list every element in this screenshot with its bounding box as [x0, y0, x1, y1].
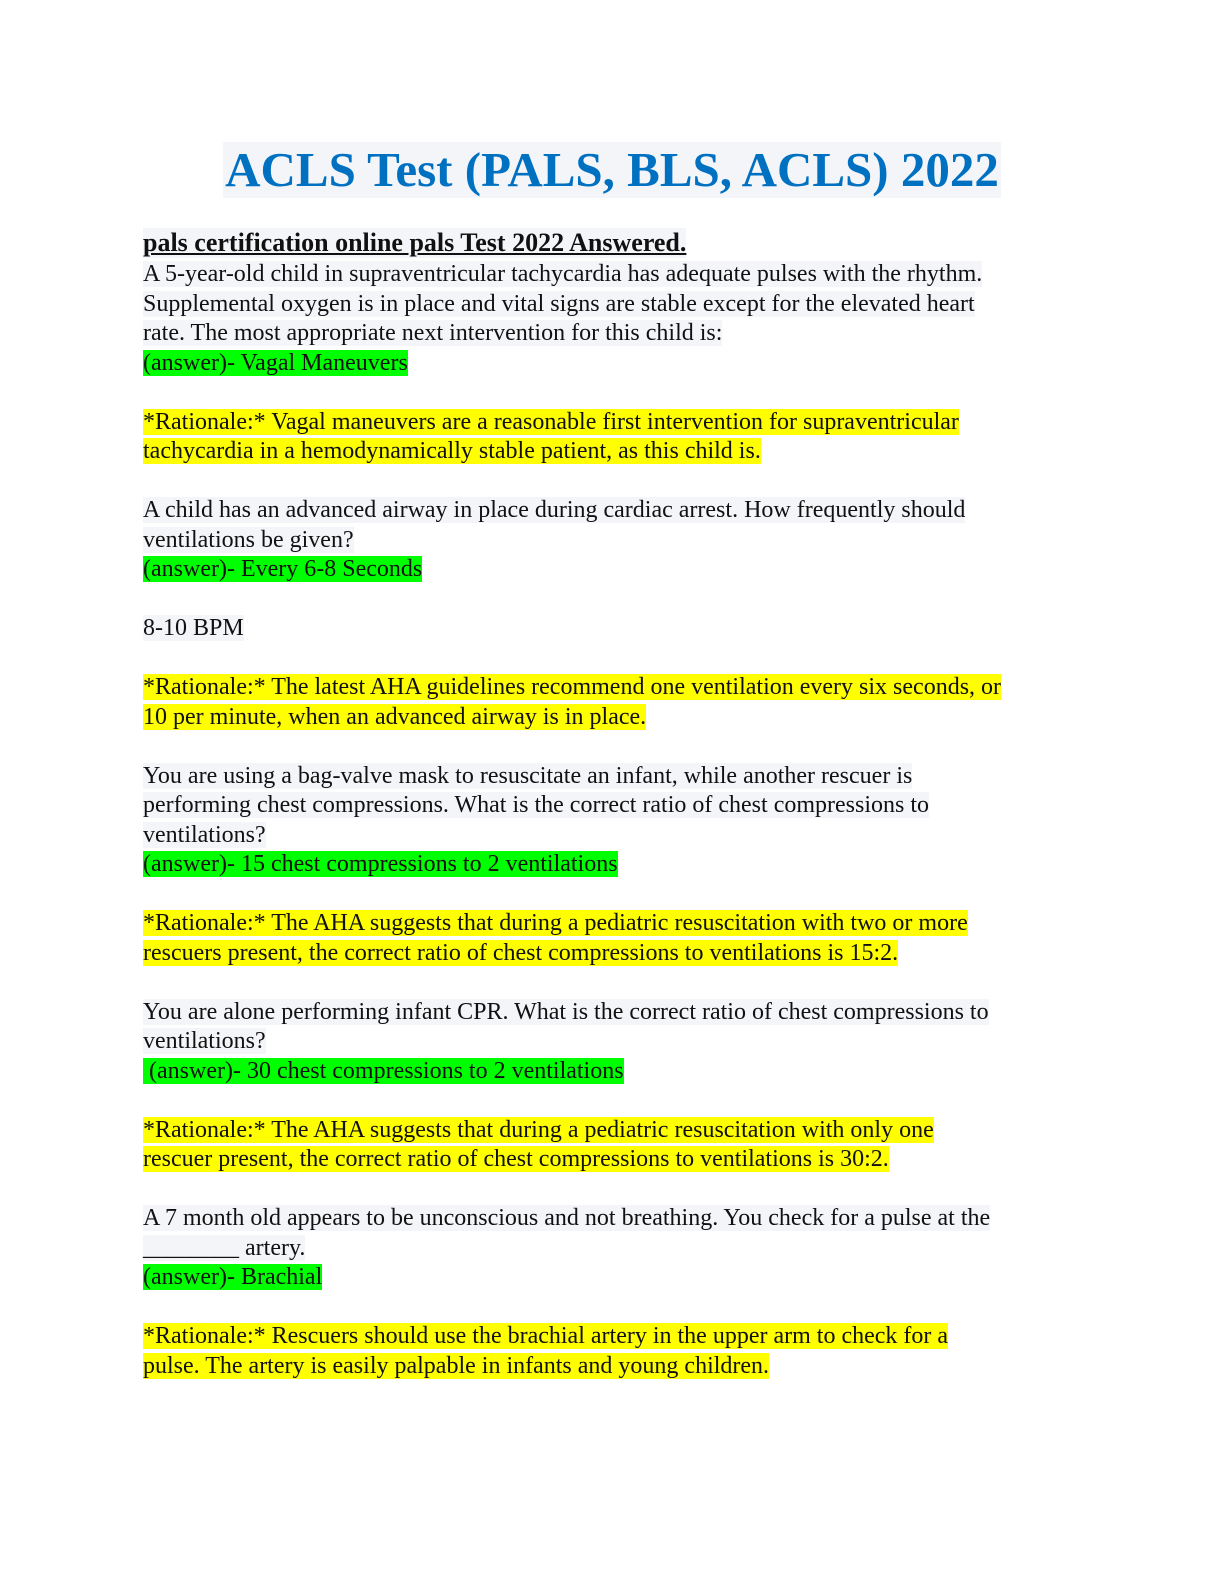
rationale-line — [143, 437, 1083, 467]
answer-line — [143, 555, 1083, 585]
rationale-line — [143, 703, 1083, 733]
question-line — [143, 762, 1083, 792]
rationale-line — [143, 673, 1083, 703]
question-line-text: A child has an advanced airway in place during cardiac arrest. How frequently should — [143, 497, 966, 523]
answer-line-text: (answer)- Every 6-8 Seconds — [143, 556, 423, 582]
answer-line — [143, 850, 1083, 880]
rationale-line — [143, 939, 1083, 969]
rationale-line-text: *Rationale:* The latest AHA guidelines recommend one ventilation every six seconds, or — [143, 674, 1002, 700]
question-line — [143, 290, 1083, 320]
answer-line-text: (answer)- Vagal Maneuvers — [143, 349, 408, 376]
note-line-text: 8-10 BPM — [143, 615, 244, 641]
rationale-line — [143, 1352, 1083, 1382]
blank-line — [143, 968, 1083, 998]
rationale-line-text: tachycardia in a hemodynamically stable patient, as this child is. — [143, 438, 761, 464]
question-line-text: A 5-year-old child in supraventricular tachycardia has adequate pulses with the rhythm. — [143, 261, 983, 287]
blank-line — [143, 880, 1083, 910]
question-line-text: You are alone performing infant CPR. What is the correct ratio of chest compressions to — [143, 998, 989, 1025]
rationale-line — [143, 1322, 1083, 1352]
blank-line — [143, 1175, 1083, 1205]
blank-line — [143, 585, 1083, 615]
section-heading: pals certification online pals Test 2022 Answered. — [143, 228, 687, 257]
question-line — [143, 260, 1083, 290]
document-body — [143, 260, 1083, 1381]
rationale-line-text: *Rationale:* The AHA suggests that during a pediatric resuscitation with only one — [143, 1116, 934, 1143]
question-line — [143, 1204, 1083, 1234]
rationale-line-text: 10 per minute, when an advanced airway is in place. — [143, 703, 647, 730]
rationale-line-text: *Rationale:* Rescuers should use the brachial artery in the upper arm to check for a — [143, 1323, 949, 1349]
rationale-line-text: rescuer present, the correct ratio of chest compressions to ventilations is 30:2. — [143, 1146, 889, 1172]
question-line-text: ventilations? — [143, 821, 266, 848]
note-line — [143, 614, 1083, 644]
question-line-text: performing chest compressions. What is the correct ratio of chest compressions to — [143, 792, 930, 818]
question-line-text: Supplemental oxygen is in place and vital signs are stable except for the elevated heart — [143, 290, 975, 317]
blank-line — [143, 1086, 1083, 1116]
rationale-line-text: *Rationale:* Vagal maneuvers are a reasonable first intervention for supraventricular — [143, 408, 959, 435]
question-line-text: rate. The most appropriate next intervention for this child is: — [143, 320, 723, 346]
question-line — [143, 496, 1083, 526]
answer-line-text: (answer)- 15 chest compressions to 2 ventilations — [143, 851, 618, 877]
document-title-wrap — [0, 142, 1224, 198]
question-line-text: A 7 month old appears to be unconscious and not breathing. You check for a pulse at the — [143, 1205, 991, 1231]
answer-line — [143, 1057, 1083, 1087]
question-line — [143, 1027, 1083, 1057]
question-line-text: You are using a bag-valve mask to resuscitate an infant, while another rescuer is — [143, 762, 913, 789]
blank-line — [143, 378, 1083, 408]
answer-line — [143, 1263, 1083, 1293]
question-line — [143, 998, 1083, 1028]
document-title: ACLS Test (PALS, BLS, ACLS) 2022 — [225, 142, 999, 197]
rationale-line-text: *Rationale:* The AHA suggests that during a pediatric resuscitation with two or more — [143, 910, 968, 936]
blank-line — [143, 467, 1083, 497]
blank-line — [143, 1293, 1083, 1323]
answer-line-text: (answer)- Brachial — [143, 1264, 323, 1290]
rationale-line — [143, 1145, 1083, 1175]
rationale-line-text: rescuers present, the correct ratio of chest compressions to ventilations is 15:2. — [143, 939, 899, 966]
blank-line — [143, 732, 1083, 762]
question-line-text: ventilations? — [143, 1028, 266, 1054]
question-line — [143, 526, 1083, 556]
rationale-line — [143, 408, 1083, 438]
question-line — [143, 821, 1083, 851]
question-line — [143, 319, 1083, 349]
rationale-line — [143, 1116, 1083, 1146]
question-line — [143, 1234, 1083, 1264]
question-line-text: ventilations be given? — [143, 526, 354, 553]
answer-line-text: (answer)- 30 chest compressions to 2 ventilations — [143, 1057, 624, 1084]
answer-line — [143, 349, 1083, 379]
blank-line — [143, 644, 1083, 674]
rationale-line-text: pulse. The artery is easily palpable in infants and young children. — [143, 1352, 770, 1379]
question-line-text: ________ artery. — [143, 1234, 306, 1261]
question-line — [143, 791, 1083, 821]
rationale-line — [143, 909, 1083, 939]
